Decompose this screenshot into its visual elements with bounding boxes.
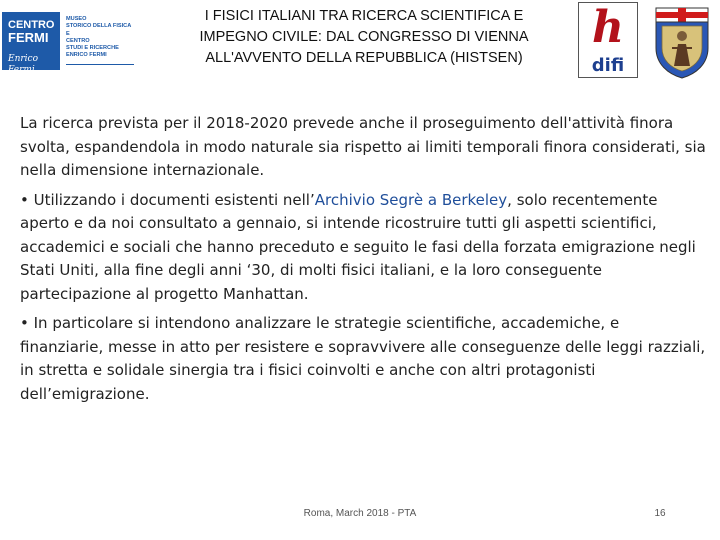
- body-paragraph-2: [20, 189, 706, 307]
- logo-signature: Enrico Fermi: [8, 54, 39, 75]
- slide-footer: Roma, March 2018 - PTA: [303, 508, 417, 519]
- hdfi-logo-word: difi: [591, 55, 625, 76]
- title-line-1: I FISICI ITALIANI TRA RICERCA SCIENTIFICA E: [204, 8, 524, 24]
- centro-fermi-logo: [2, 8, 134, 75]
- page-number: 16: [654, 508, 666, 519]
- logo-text-line: CENTRO: [66, 37, 90, 44]
- slide-body: [20, 112, 706, 412]
- title-line-3: ALL'AVVENTO DELLA REPUBBLICA (HISTSEN): [205, 50, 523, 66]
- logo-text-line: ENRICO FERMI: [66, 52, 107, 59]
- logo-text-line: E: [66, 30, 70, 37]
- body-paragraph-3: • In particolare si intendono analizzare le strategie scientifiche, accademiche, e finanziarie, messe in atto per resistere e sopravvivere alle conseguenze delle leggi razziali, in stretta e solidale sinergia tra i fisici coinvolti e anche con altri protagonisti dell’emigrazione.: [20, 314, 706, 403]
- centro-fermi-logo-box: [2, 12, 60, 75]
- body-paragraph-1: La ricerca prevista per il 2018-2020 prevede anche il proseguimento dell'attività finora svolta, espandendola in modo naturale sia rispetto ai limiti temporali finora considerati, sia nella dimensione internazionale.: [20, 114, 706, 179]
- logo-text-line: MUSEO: [66, 16, 87, 22]
- logo-box-line-2: FERMI: [8, 30, 49, 45]
- hdfi-logo-letter: h: [592, 2, 624, 53]
- logo-text-line: STORICO DELLA FISICA: [66, 23, 132, 30]
- archive-highlight: Archivio Segrè a Berkeley: [314, 190, 508, 209]
- centro-fermi-logo-text: [66, 16, 136, 60]
- logo-text-line: STUDI E RICERCHE: [66, 45, 119, 52]
- university-crest-icon: [652, 4, 712, 80]
- logo-underline: [66, 64, 134, 65]
- paragraph-2-suffix: , solo recentemente aperto e da noi consultato a gennaio, si intende ricostruire tutti gli aspetti scientifici, accademici e sociali che hanno preceduto e seguito le fasi della forzata emigrazione negli Stati Uniti, alla fine degli anni ‘30, di molti fisici italiani, e la loro conseguente partecipazione al progetto Manhattan.: [20, 190, 696, 303]
- logo-box-line-1: CENTRO: [8, 19, 55, 31]
- title-line-2: IMPEGNO CIVILE: DAL CONGRESSO DI VIENNA: [199, 29, 529, 45]
- paragraph-2-prefix: • Utilizzando i documenti esistenti nell’: [20, 190, 315, 209]
- hdfi-logo: [578, 2, 638, 78]
- slide-title: [158, 6, 570, 69]
